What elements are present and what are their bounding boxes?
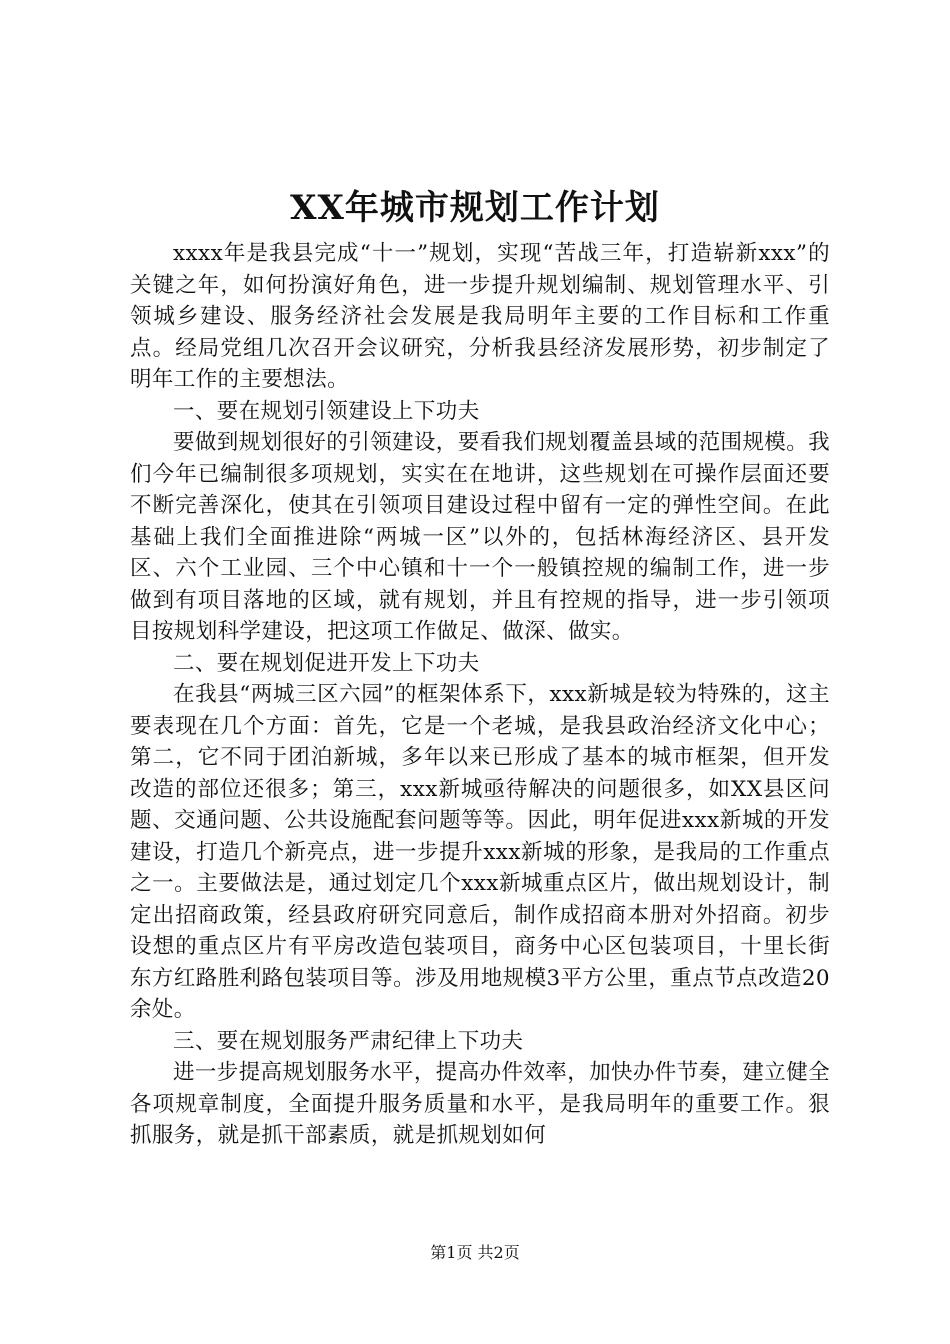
paragraph-intro: xxxx年是我县完成“十一”规划，实现“苦战三年，打造崭新xxx”的关键之年，如何扮演好角色，进一步提升规划编制、规划管理水平、引领城乡建设、服务经济社会发展是我局明年主要的工作目标和工作重点。经局党组几次召开会议研究，分析我县经济发展形势，初步制定了明年工作的主要想法。 (130, 241, 830, 392)
document-title: XX年城市规划工作计划 (290, 188, 660, 228)
paragraph-section-3: 进一步提高规划服务水平，提高办件效率，加快办件节奏，建立健全各项规章制度，全面提升服务质量和水平，是我局明年的重要工作。狠抓服务，就是抓干部素质，就是抓规划如何 (130, 1060, 831, 1148)
page-number-footer: 第1页 共2页 (430, 1243, 520, 1262)
section-heading-1: 一、要在规划引领建设上下功夫 (173, 398, 480, 424)
section-heading-3: 三、要在规划服务严肃纪律上下功夫 (173, 1028, 524, 1054)
paragraph-section-2: 在我县“两城三区六园”的框架体系下，xxx新城是较为特殊的，这主要表现在几个方面：首先，它是一个老城，是我县政治经济文化中心；第二，它不同于团泊新城，多年以来已形成了基本的城市框架，但开发改造的部位还很多；第三，xxx新城亟待解决的问题很多，如XX县区问题、交通问题、公共设施配套问题等等。因此，明年促进xxx新城的开发建设，打造几个新亮点，进一步提升xxx新城的形象，是我局的工作重点之一。主要做法是，通过划定几个xxx新城重点区片，做出规划设计，制定出招商政策，经县政府研究同意后，制作成招商本册对外招商。初步设想的重点区片有平房改造包装项目，商务中心区包装项目，十里长街东方红路胜利路包装项目等。涉及用地规模3平方公里，重点节点改造20余处。 (130, 682, 830, 1022)
paragraph-section-1: 要做到规划很好的引领建设，要看我们规划覆盖县域的范围规模。我们今年已编制很多项规划，实实在在地讲，这些规划在可操作层面还要不断完善深化，使其在引领项目建设过程中留有一定的弹性空间。在此基础上我们全面推进除“两城一区”以外的，包括林海经济区、县开发区、六个工业园、三个中心镇和十一个一般镇控规的编制工作，进一步做到有项目落地的区域，就有规划，并且有控规的指导，进一步引领项目按规划科学建设，把这项工作做足、做深、做实。 (130, 430, 831, 644)
document-body (130, 238, 830, 1152)
section-heading-2: 二、要在规划促进开发上下功夫 (173, 650, 480, 676)
